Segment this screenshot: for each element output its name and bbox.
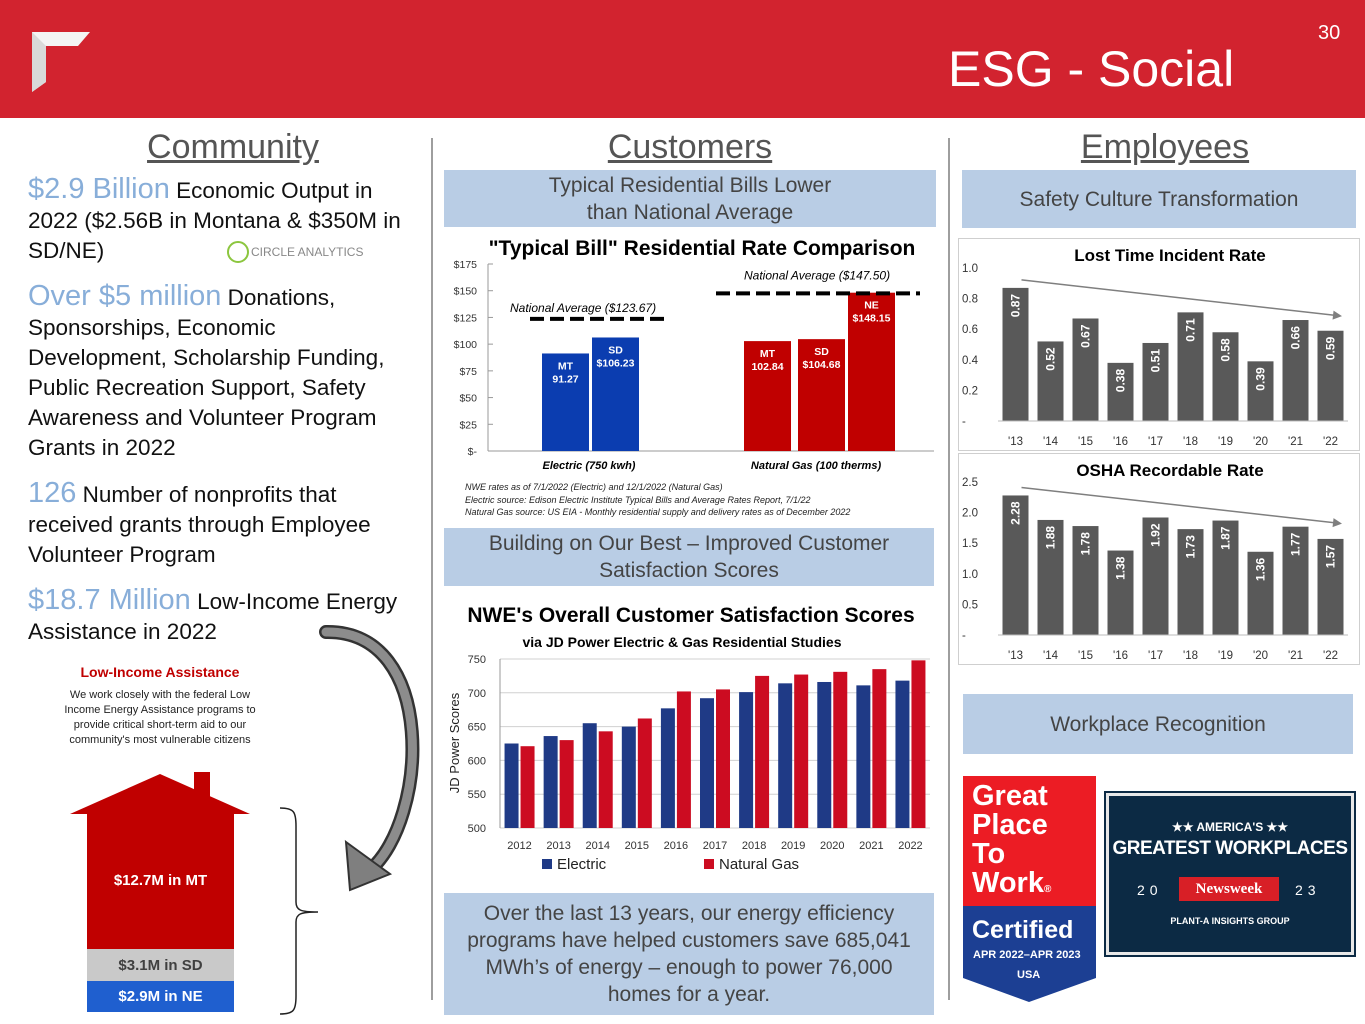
national-average-label: National Average ($123.67) <box>510 300 657 315</box>
y-axis-label: JD Power Scores <box>447 692 462 794</box>
y-tick-label: 1.5 <box>962 538 978 551</box>
newsweek-top: ★★ AMERICA'S ★★ <box>1171 820 1289 834</box>
bar-label: NE <box>864 299 879 312</box>
data-label: 0.52 <box>1043 347 1058 371</box>
x-tick-label: '14 <box>1043 436 1058 448</box>
x-tick-label: '13 <box>1008 650 1023 662</box>
y-tick-label: 1.0 <box>962 263 978 275</box>
y-tick-label: $125 <box>453 312 477 325</box>
data-label: 0.58 <box>1218 338 1233 362</box>
x-tick-label: '14 <box>1043 650 1058 662</box>
rate-chart-title: "Typical Bill" Residential Rate Comparison <box>488 237 916 260</box>
company-logo <box>30 30 94 94</box>
x-category-label: Electric (750 kwh) <box>542 460 636 472</box>
house-roof-icon <box>70 772 250 816</box>
legend-label: Natural Gas <box>719 856 800 873</box>
data-label: 1.57 <box>1323 544 1338 569</box>
y-tick-label: 0.8 <box>962 293 978 306</box>
satisfaction-banner: Building on Our Best – Improved Customer Satisfaction Scores <box>444 528 934 586</box>
house-bracket-icon <box>278 806 322 1016</box>
y-tick-label: $175 <box>453 259 477 271</box>
bar-natural-gas <box>716 689 730 828</box>
data-label: 1.88 <box>1043 525 1058 550</box>
data-label: 0.39 <box>1253 367 1268 391</box>
gptw-certified: Certified <box>972 916 1074 944</box>
y-tick-label: 700 <box>467 687 486 700</box>
x-tick-label: '18 <box>1183 650 1198 662</box>
trend-line <box>1022 487 1341 523</box>
newsweek-badge <box>1106 793 1354 955</box>
y-tick-label: 550 <box>467 789 486 802</box>
data-label: 0.51 <box>1148 348 1163 373</box>
satisfaction-chart-subtitle: via JD Power Electric & Gas Residential Studies <box>522 634 842 650</box>
circle-analytics-logo: CIRCLE ANALYTICS <box>226 240 363 264</box>
rate-chart-footnotes: NWE rates as of 7/1/2022 (Electric) and 12/1/2022 (Natural Gas) Electric source: Edison Electric Institute Typical Bills and Average Rates Report, 7/1/22 Natural Gas source: US EIA - Monthly residential supply and delivery rates as of December 2022 <box>465 482 851 517</box>
legend-swatch <box>542 859 552 869</box>
y-tick-label: 2.5 <box>962 477 978 489</box>
data-label: 1.77 <box>1288 532 1303 557</box>
y-tick-label: $- <box>467 446 477 458</box>
y-tick-label: 0.2 <box>962 385 978 398</box>
y-tick-label: 1.0 <box>962 568 978 581</box>
data-label: 1.92 <box>1148 523 1163 547</box>
gptw-dates: APR 2022–APR 2023 <box>973 949 1081 961</box>
data-label: 2.28 <box>1008 501 1023 525</box>
y-tick-label: 0.6 <box>962 324 978 337</box>
newsweek-year-left: 20 <box>1137 882 1163 898</box>
y-tick-label: - <box>962 630 966 642</box>
bar-natural-gas <box>794 675 808 828</box>
customers-heading: Customers <box>607 128 773 166</box>
stat-donations: Over $5 million Donations, Sponsorships, Economic Development, Scholarship Funding, Public Recreation Support, Safety Awareness and Volunteer Program Grants in 2022 <box>28 280 385 460</box>
x-tick-label: '16 <box>1113 650 1128 662</box>
osha-chart-title: OSHA Recordable Rate <box>1076 461 1264 480</box>
satisfaction-chart-title: NWE's Overall Customer Satisfaction Scores <box>467 604 915 627</box>
trend-arrowhead <box>1333 311 1342 320</box>
bar-electric <box>817 682 831 828</box>
x-tick-label: 2017 <box>702 840 728 852</box>
bar-electric <box>661 708 675 828</box>
bar-label: MT <box>557 360 574 373</box>
circle-analytics-icon <box>226 240 250 264</box>
x-category-label: Natural Gas (100 therms) <box>750 460 882 472</box>
x-tick-label: 2012 <box>507 840 532 852</box>
bar-natural-gas <box>521 746 535 828</box>
x-tick-label: '18 <box>1183 436 1198 448</box>
community-heading: Community <box>147 128 319 166</box>
y-tick-label: $75 <box>459 365 477 378</box>
page-number: 30 <box>1318 22 1341 44</box>
low-income-house <box>70 772 250 1012</box>
data-label: 0.87 <box>1008 293 1023 318</box>
x-tick-label: '13 <box>1008 436 1023 448</box>
data-label: 0.59 <box>1323 336 1338 361</box>
national-average-label: National Average ($147.50) <box>744 268 891 283</box>
newsweek-partner: PLANT-A INSIGHTS GROUP <box>1170 916 1290 926</box>
y-tick-label: 750 <box>467 654 486 666</box>
y-tick-label: 0.4 <box>962 354 978 367</box>
x-tick-label: 2022 <box>898 840 923 852</box>
bar-label: SD <box>814 346 829 359</box>
bar-value-label: 91.27 <box>552 373 579 386</box>
x-tick-label: '22 <box>1323 650 1338 662</box>
osha-recordable-chart <box>958 472 1360 665</box>
column-divider-right <box>948 138 950 1000</box>
stat-low-income: $18.7 Million Low-Income Energy Assistance in 2022 <box>28 584 398 644</box>
bar-electric <box>895 681 909 828</box>
x-tick-label: '20 <box>1253 650 1268 662</box>
employees-heading: Employees <box>1080 128 1250 166</box>
y-tick-label: $50 <box>459 392 477 405</box>
x-tick-label: 2019 <box>780 840 806 852</box>
bar-natural-gas <box>872 669 886 828</box>
y-tick-label: 500 <box>467 823 486 835</box>
y-tick-label: $150 <box>453 285 477 298</box>
x-tick-label: '22 <box>1323 436 1338 448</box>
column-divider-left <box>431 138 433 1000</box>
x-tick-label: 2016 <box>663 840 689 852</box>
house-mt-segment: $12.7M in MT <box>87 812 234 949</box>
data-label: 1.78 <box>1078 532 1093 556</box>
lost-time-incident-chart <box>958 258 1360 451</box>
legend-label: Electric <box>557 856 607 873</box>
y-tick-label: 0.5 <box>962 599 978 612</box>
data-label: 0.38 <box>1113 368 1128 393</box>
data-label: 0.71 <box>1183 318 1198 342</box>
bar-value-label: $104.68 <box>802 359 841 372</box>
y-tick-label: 2.0 <box>962 507 978 520</box>
x-tick-label: '20 <box>1253 436 1268 448</box>
bar-electric <box>505 744 519 829</box>
bills-banner: Typical Residential Bills Lower than National Average <box>444 170 936 227</box>
great-place-to-work-badge <box>963 776 1096 1002</box>
low-income-text: We work closely with the federal Low Income Energy Assistance programs to provide critical short-term aid to our community's most vulnerable citizens <box>64 689 256 746</box>
bar-natural-gas <box>638 718 652 828</box>
house-sd-segment: $3.1M in SD <box>87 949 234 981</box>
y-tick-label: 650 <box>467 721 486 734</box>
x-tick-label: '16 <box>1113 436 1128 448</box>
lost-time-chart-title: Lost Time Incident Rate <box>1074 246 1266 265</box>
bar-value-label: $106.23 <box>596 357 635 370</box>
x-tick-label: 2013 <box>546 840 571 852</box>
bar-natural-gas <box>833 672 847 828</box>
curved-arrow-icon <box>318 620 428 900</box>
bar-natural-gas <box>560 740 574 828</box>
data-label: 0.67 <box>1078 324 1093 348</box>
bar-electric <box>700 698 714 828</box>
y-tick-label: $100 <box>453 339 477 352</box>
page-title: ESG - Social <box>948 41 1235 97</box>
bar-electric <box>739 692 753 828</box>
x-tick-label: 2015 <box>624 840 650 852</box>
x-tick-label: 2014 <box>585 840 610 852</box>
bar-natural-gas <box>755 676 769 828</box>
satisfaction-chart <box>444 650 938 880</box>
bar-label: SD <box>608 344 623 357</box>
bar-electric <box>778 683 792 828</box>
y-tick-label: - <box>962 416 966 428</box>
newsweek-brand: Newsweek <box>1179 877 1279 901</box>
data-label: 1.87 <box>1218 526 1233 550</box>
bar-electric <box>622 727 636 828</box>
x-tick-label: 2020 <box>820 840 845 852</box>
bar-natural-gas <box>599 731 613 828</box>
recognition-banner: Workplace Recognition <box>963 694 1353 754</box>
x-tick-label: '19 <box>1218 436 1233 448</box>
x-tick-label: '15 <box>1078 650 1093 662</box>
trend-line <box>1022 280 1341 316</box>
bar-electric <box>544 736 558 828</box>
stat-nonprofits: 126 Number of nonprofits that received grants through Employee Volunteer Program <box>28 477 371 567</box>
gptw-country: USA <box>1017 969 1041 981</box>
x-tick-label: '17 <box>1148 436 1163 448</box>
bar-value-label: 102.84 <box>751 361 784 374</box>
data-label: 0.66 <box>1288 326 1303 350</box>
house-ne-segment: $2.9M in NE <box>87 981 234 1012</box>
trend-arrowhead <box>1333 518 1342 527</box>
bar-label: MT <box>759 348 776 361</box>
data-label: 1.38 <box>1113 556 1128 580</box>
stat-economic-output: $2.9 Billion Economic Output in 2022 ($2.56B in Montana & $350M in SD/NE) <box>28 173 401 263</box>
newsweek-year-right: 23 <box>1295 882 1321 898</box>
x-tick-label: 2021 <box>859 840 884 852</box>
x-tick-label: '17 <box>1148 650 1163 662</box>
gptw-red-block: Great Place To Work® <box>963 776 1096 906</box>
rate-comparison-chart <box>444 258 940 480</box>
bar-electric <box>583 723 597 828</box>
x-tick-label: '19 <box>1218 650 1233 662</box>
bar-electric <box>856 685 870 828</box>
x-tick-label: '21 <box>1288 650 1303 662</box>
energy-efficiency-banner: Over the last 13 years, our energy efficiency programs have helped customers save 685,041 MWh’s of energy – enough to power 76,000 homes for a year. <box>444 893 934 1015</box>
x-tick-label: '15 <box>1078 436 1093 448</box>
x-tick-label: 2018 <box>741 840 767 852</box>
header-bar <box>0 0 1365 118</box>
data-label: 1.73 <box>1183 535 1198 559</box>
legend-swatch <box>704 859 714 869</box>
y-tick-label: 600 <box>467 755 486 768</box>
x-tick-label: '21 <box>1288 436 1303 448</box>
safety-banner: Safety Culture Transformation <box>962 170 1356 228</box>
low-income-title: Low-Income Assistance <box>80 664 240 680</box>
newsweek-main: GREATEST WORKPLACES <box>1112 838 1348 859</box>
bar-natural-gas <box>911 660 925 828</box>
data-label: 1.36 <box>1253 557 1268 582</box>
bar-value-label: $148.15 <box>852 312 891 325</box>
y-tick-label: $25 <box>459 419 477 432</box>
bar-natural-gas <box>677 691 691 828</box>
